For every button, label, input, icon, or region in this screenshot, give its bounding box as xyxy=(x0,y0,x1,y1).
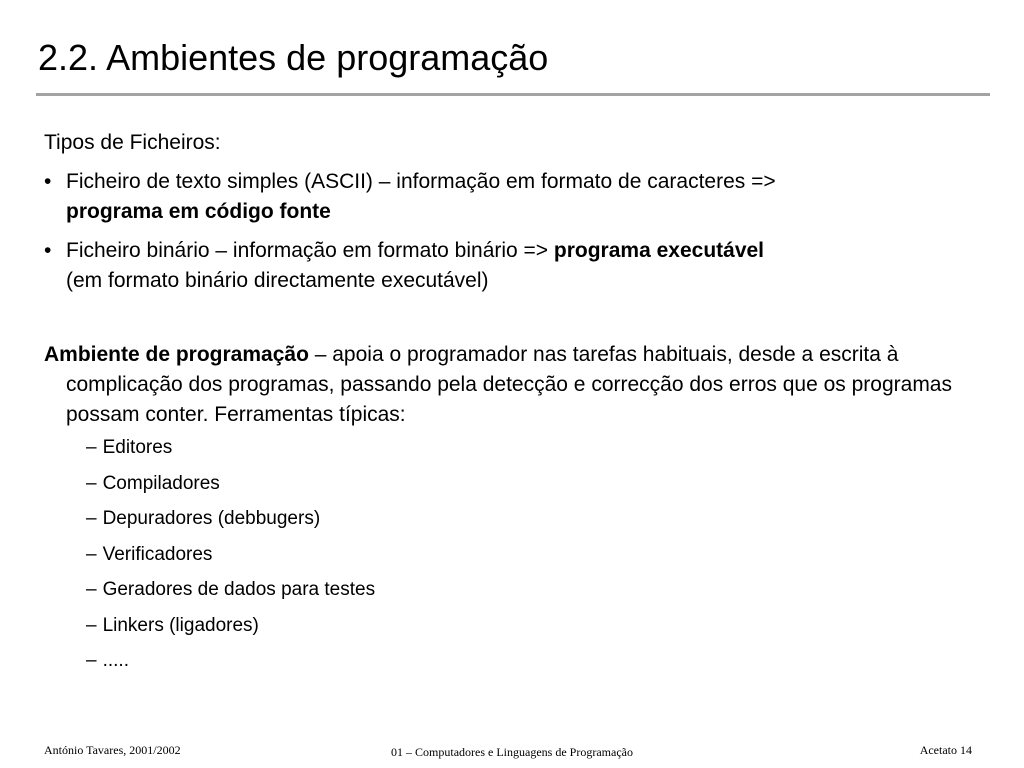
tool-label: Editores xyxy=(102,437,173,458)
footer-author: António Tavares, 2001/2002 xyxy=(44,743,181,757)
tool-label: Geradores de dados para testes xyxy=(102,579,376,600)
title-divider xyxy=(36,93,990,96)
list-item xyxy=(86,649,984,673)
tool-label: Verificadores xyxy=(102,543,213,565)
dash-marker: – xyxy=(86,437,97,458)
list-item xyxy=(86,614,984,638)
slide-content xyxy=(44,128,984,685)
tool-label: Linkers (ligadores) xyxy=(102,614,259,636)
dash-marker: – xyxy=(86,472,97,494)
list-item xyxy=(86,543,984,567)
bullet-item-binary-file xyxy=(44,236,984,296)
bullet-marker: • xyxy=(44,170,52,193)
tools-list xyxy=(44,436,984,673)
dash-marker: – xyxy=(86,579,97,600)
list-item xyxy=(86,436,984,460)
tool-label: Compiladores xyxy=(102,472,220,494)
dash-marker: – xyxy=(86,614,97,636)
paragraph-bold-term: Ambiente de programação xyxy=(44,343,309,366)
footer-course: 01 – Computadores e Linguagens de Programação xyxy=(391,745,633,759)
tool-label: Depuradores (debbugers) xyxy=(102,508,321,529)
dash-marker: – xyxy=(86,650,97,671)
programming-environment-paragraph xyxy=(44,340,984,430)
bullet-text: Ficheiro binário – informação em formato binário => xyxy=(66,239,554,262)
footer-slide-number: Acetato 14 xyxy=(919,743,972,757)
list-item xyxy=(86,578,984,602)
tool-label: ..... xyxy=(102,650,129,671)
paragraph-text: – apoia o programador nas tarefas habituais, desde a escrita à complicação dos programas, passando pela detecção e correcção dos erros que os programas possam conter. Ferramentas típicas: xyxy=(66,343,952,426)
bullet-marker: • xyxy=(44,239,52,262)
bullet-continuation-text: (em formato binário directamente executável) xyxy=(66,269,489,292)
bullet-text: Ficheiro de texto simples (ASCII) – informação em formato de caracteres => xyxy=(66,170,776,193)
dash-marker: – xyxy=(86,543,97,565)
bullet-bold-text: programa em código fonte xyxy=(66,200,331,223)
slide-title: 2.2. Ambientes de programação xyxy=(38,37,549,78)
list-item xyxy=(86,507,984,531)
bullet-bold-text: programa executável xyxy=(553,239,765,262)
dash-marker: – xyxy=(86,508,97,529)
list-item xyxy=(86,472,984,496)
intro-text: Tipos de Ficheiros: xyxy=(44,131,221,154)
bullet-item-text-file xyxy=(44,167,984,227)
